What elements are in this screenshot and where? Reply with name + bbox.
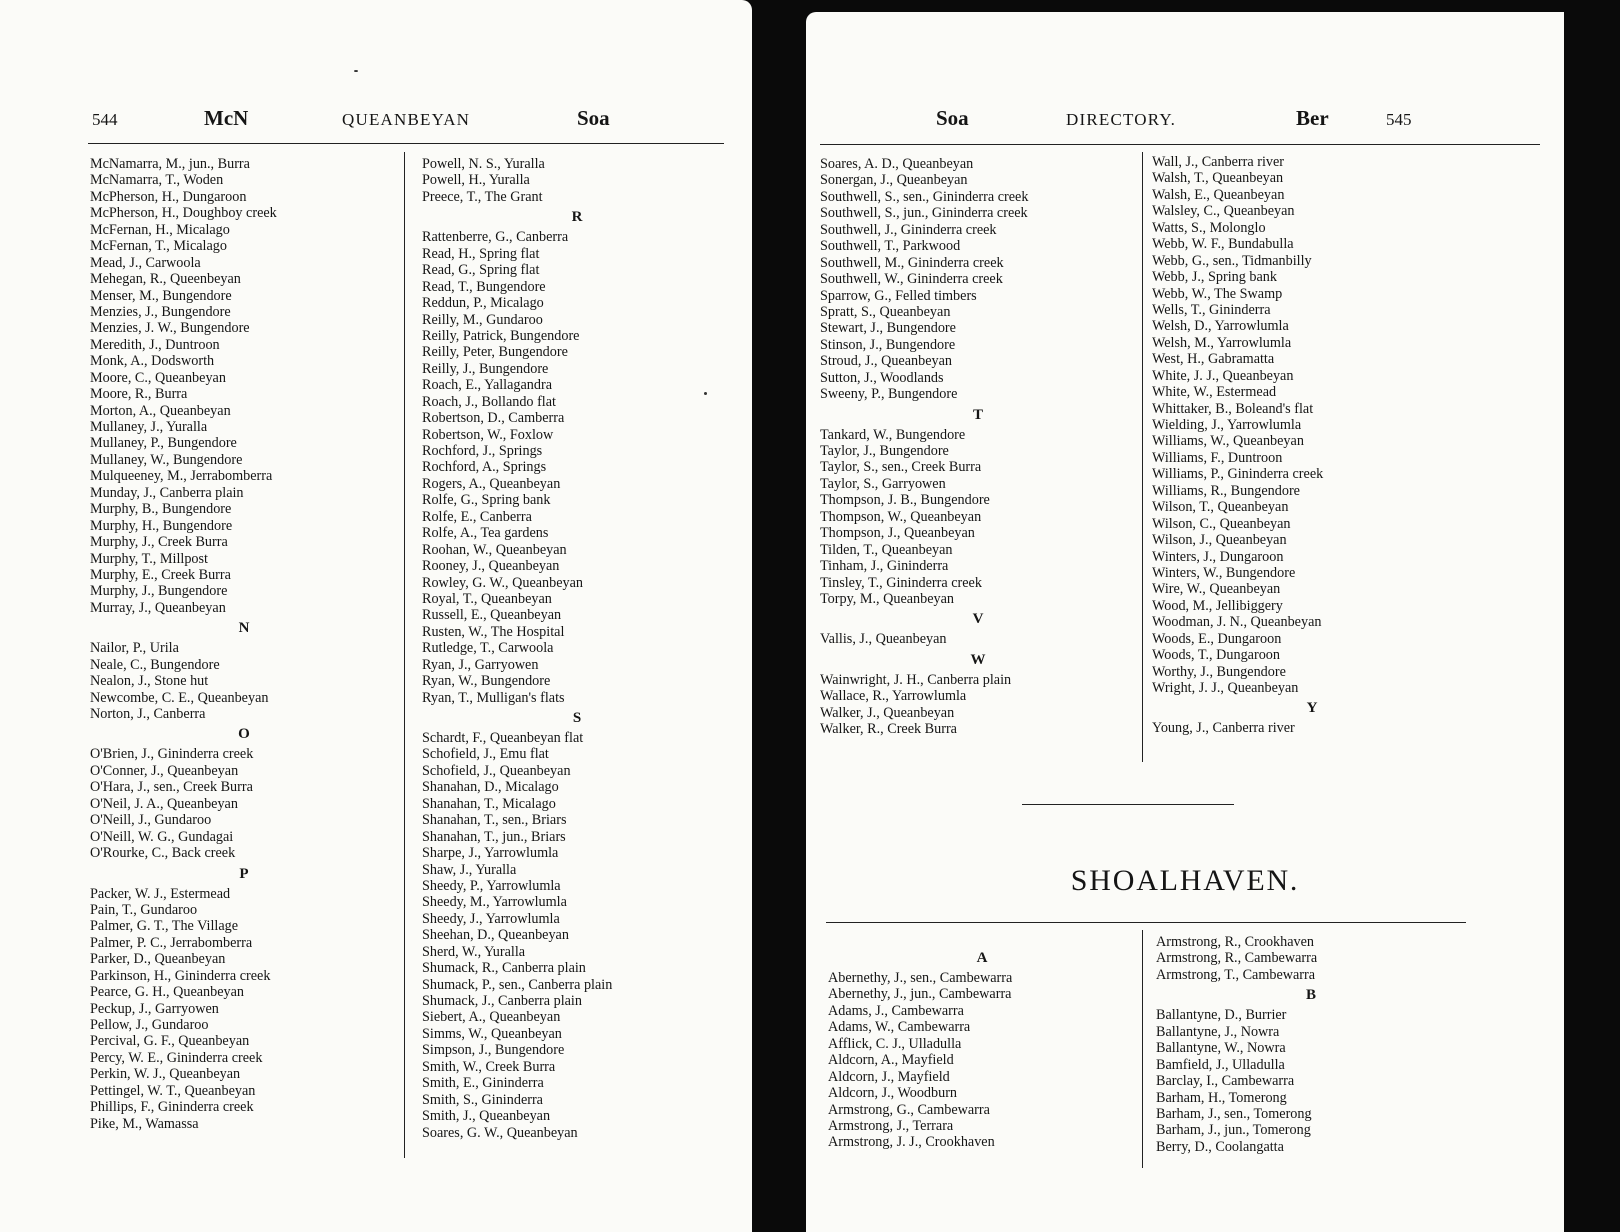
directory-entry: McPherson, H., Dungaroon — [90, 188, 247, 205]
directory-entry: Woods, E., Dungaroon — [1152, 630, 1282, 647]
directory-entry: Armstrong, J., Terrara — [828, 1117, 954, 1134]
directory-entry: Williams, W., Queanbeyan — [1152, 433, 1304, 450]
directory-entry: Sutton, J., Woodlands — [820, 369, 944, 386]
directory-entry: Murphy, H., Bungendore — [90, 517, 233, 534]
directory-entry: Berry, D., Coolangatta — [1156, 1138, 1284, 1155]
directory-entry: Ryan, J., Garryowen — [422, 656, 539, 673]
directory-entry: Munday, J., Canberra plain — [90, 484, 244, 501]
directory-entry: Worthy, J., Bungendore — [1152, 663, 1286, 680]
directory-entry: Shumack, P., sen., Canberra plain — [422, 976, 613, 993]
directory-entry: Woodman, J. N., Queanbeyan — [1152, 614, 1322, 631]
directory-entry: Mullaney, P., Bungendore — [90, 435, 237, 452]
header-rule — [88, 143, 724, 144]
directory-entry: Welsh, D., Yarrowlumla — [1152, 318, 1289, 335]
directory-entry: Shumack, J., Canberra plain — [422, 993, 582, 1009]
directory-entry: Sharpe, J., Yarrowlumla — [422, 845, 559, 862]
directory-entry: Schardt, F., Queanbeyan flat — [422, 730, 584, 746]
directory-entry: Pettingel, W. T., Queanbeyan — [90, 1082, 256, 1099]
directory-entry: Reilly, J., Bungendore — [422, 360, 549, 377]
directory-entry: Norton, J., Canberra — [90, 706, 206, 722]
directory-entry: Adams, J., Cambewarra — [828, 1002, 964, 1019]
directory-entry: Williams, P., Gininderra creek — [1152, 466, 1324, 483]
directory-entry: Read, H., Spring flat — [422, 245, 540, 262]
directory-entry: Taylor, S., sen., Creek Burra — [820, 459, 982, 476]
directory-entry: Southwell, W., Gininderra creek — [820, 271, 1003, 288]
directory-entry: Winters, W., Bungendore — [1152, 564, 1296, 581]
directory-entry: Mullaney, J., Yuralla — [90, 419, 208, 435]
directory-entry: Roohan, W., Queanbeyan — [422, 541, 567, 558]
directory-entry: Peckup, J., Garryowen — [90, 1000, 219, 1017]
directory-entry: Sherd, W., Yuralla — [422, 943, 526, 960]
directory-entry: Ryan, W., Bungendore — [422, 673, 551, 690]
directory-entry: Stinson, J., Bungendore — [820, 336, 956, 353]
left-page-header — [92, 106, 722, 132]
directory-entry: Torpy, M., Queanbeyan — [820, 590, 955, 607]
section-separator — [1022, 804, 1234, 805]
directory-entry: Palmer, G. T., The Village — [90, 918, 239, 935]
directory-entry: Pellow, J., Gundaroo — [90, 1017, 209, 1033]
directory-entry: Pike, M., Wamassa — [90, 1115, 199, 1132]
directory-entry: Reddun, P., Micalago — [422, 295, 544, 312]
directory-entry: Southwell, J., Gininderra creek — [820, 221, 997, 238]
directory-entry: Barham, J., jun., Tomerong — [1156, 1122, 1311, 1139]
section-letter: S — [572, 710, 582, 726]
directory-entry: Watts, S., Molonglo — [1152, 219, 1266, 236]
directory-entry: Russell, E., Queanbeyan — [422, 607, 562, 624]
directory-entry: Abernethy, J., jun., Cambewarra — [828, 986, 1012, 1003]
directory-entry: Pearce, G. H., Queanbeyan — [90, 984, 245, 1001]
directory-entry: Robertson, D., Camberra — [422, 410, 565, 427]
directory-entry: McNamarra, M., jun., Burra — [90, 156, 250, 172]
directory-entry: Rusten, W., The Hospital — [422, 623, 565, 640]
section-letter: B — [1305, 987, 1316, 1004]
directory-entry: Moore, C., Queanbeyan — [90, 369, 226, 386]
directory-entry: Murphy, B., Bungendore — [90, 501, 232, 518]
directory-entry: Taylor, J., Bungendore — [820, 443, 949, 459]
directory-entry: O'Neill, W. G., Gundagai — [90, 828, 234, 845]
directory-entry: Nealon, J., Stone hut — [90, 673, 209, 690]
directory-entry: McPherson, H., Doughboy creek — [90, 205, 277, 222]
directory-entry: O'Rourke, C., Back creek — [90, 845, 236, 862]
directory-entry: Shaw, J., Yuralla — [422, 861, 517, 878]
directory-entry: Mehegan, R., Queenbeyan — [90, 271, 241, 288]
directory-entry: Sheedy, J., Yarrowlumla — [422, 910, 560, 927]
directory-entry: Murphy, E., Creek Burra — [90, 566, 231, 583]
directory-entry: Armstrong, J. J., Crookhaven — [828, 1134, 995, 1151]
directory-entry: Armstrong, T., Cambewarra — [1156, 966, 1316, 983]
shoalhaven-column-1 — [828, 946, 1136, 1151]
directory-entry: Rooney, J., Queanbeyan — [422, 558, 560, 575]
directory-entry: Murphy, J., Bungendore — [90, 583, 228, 600]
directory-entry: Sheedy, M., Yarrowlumla — [422, 894, 567, 911]
directory-entry: Vallis, J., Queanbeyan — [820, 631, 947, 648]
directory-entry: O'Neill, J., Gundaroo — [90, 812, 212, 829]
directory-entry: Menzies, J. W., Bungendore — [90, 320, 250, 337]
directory-column-left-1 — [90, 156, 398, 1132]
directory-entry: Menser, M., Bungendore — [90, 287, 232, 304]
directory-entry: McFernan, T., Micalago — [90, 238, 227, 255]
directory-entry: Armstrong, G., Cambewarra — [828, 1101, 990, 1118]
directory-entry: Williams, F., Duntroon — [1152, 449, 1283, 466]
directory-entry: Webb, W. F., Bundabulla — [1152, 236, 1294, 253]
directory-entry: O'Conner, J., Queanbeyan — [90, 762, 239, 779]
directory-entry: O'Neil, J. A., Queanbeyan — [90, 795, 238, 812]
directory-entry: Preece, T., The Grant — [422, 188, 543, 205]
running-head-center: DIRECTORY. — [1066, 110, 1177, 129]
directory-entry: Murphy, J., Creek Burra — [90, 534, 228, 551]
directory-entry: Mead, J., Carwoola — [90, 254, 201, 271]
directory-entry: Percival, G. F., Queanbeyan — [90, 1033, 250, 1050]
directory-entry: Simpson, J., Bungendore — [422, 1042, 565, 1059]
directory-entry: Rutledge, T., Carwoola — [422, 640, 554, 657]
directory-entry: Shanahan, T., sen., Briars — [422, 812, 567, 829]
directory-entry: Murphy, T., Millpost — [90, 550, 208, 567]
directory-entry: Whittaker, B., Boleand's flat — [1152, 400, 1314, 417]
section-rule — [826, 922, 1466, 923]
directory-entry: Thompson, J. B., Bungendore — [820, 492, 990, 509]
directory-entry: Powell, N. S., Yuralla — [422, 156, 545, 172]
directory-entry: Reilly, Peter, Bungendore — [422, 344, 568, 361]
directory-entry: Afflick, C. J., Ulladulla — [828, 1035, 962, 1052]
directory-entry: Stroud, J., Queanbeyan — [820, 353, 952, 370]
section-letter: R — [571, 209, 583, 226]
directory-entry: Percy, W. E., Gininderra creek — [90, 1049, 263, 1066]
section-letter: T — [972, 406, 983, 423]
directory-entry: Newcombe, C. E., Queanbeyan — [90, 689, 269, 706]
directory-entry: Aldcorn, J., Mayfield — [828, 1068, 950, 1085]
directory-entry: Royal, T., Queanbeyan — [422, 590, 552, 607]
directory-entry: Wilson, T., Queanbeyan — [1152, 499, 1289, 516]
directory-entry: Sweeny, P., Bungendore — [820, 386, 958, 403]
directory-entry: Roach, J., Bollando flat — [422, 393, 556, 410]
directory-entry: O'Hara, J., sen., Creek Burra — [90, 779, 253, 796]
directory-entry: Mulqueeney, M., Jerrabomberra — [90, 468, 273, 485]
section-letter: W — [970, 651, 986, 668]
directory-entry: Ryan, T., Mulligan's flats — [422, 689, 565, 706]
directory-entry: Wallace, R., Yarrowlumla — [820, 688, 967, 705]
directory-entry: Williams, R., Bungendore — [1152, 482, 1300, 499]
directory-entry: Walsley, C., Queanbeyan — [1152, 203, 1295, 220]
directory-entry: Wainwright, J. H., Canberra plain — [820, 671, 1012, 688]
directory-column-right-2 — [1152, 154, 1472, 737]
section-title: SHOALHAVEN. — [1070, 864, 1300, 897]
directory-entry: Armstrong, R., Crookhaven — [1156, 934, 1315, 950]
directory-entry: Shanahan, T., jun., Briars — [422, 828, 566, 845]
directory-entry: Packer, W. J., Estermead — [90, 885, 231, 902]
page-number: 544 — [92, 110, 118, 129]
directory-entry: Smith, S., Gininderra — [422, 1091, 543, 1108]
directory-entry: Morton, A., Queanbeyan — [90, 402, 231, 419]
section-letter: A — [976, 950, 988, 966]
directory-entry: Rochford, J., Springs — [422, 443, 543, 459]
column-divider — [1142, 930, 1143, 1168]
directory-entry: Parkinson, H., Gininderra creek — [90, 967, 271, 984]
directory-entry: Adams, W., Cambewarra — [828, 1019, 971, 1036]
directory-entry: Schofield, J., Queanbeyan — [422, 762, 571, 779]
directory-entry: Barham, J., sen., Tomerong — [1156, 1105, 1312, 1122]
directory-entry: Nailor, P., Urila — [90, 640, 179, 657]
directory-entry: Mullaney, W., Bungendore — [90, 451, 243, 468]
left-page — [0, 0, 752, 1232]
directory-entry: Wells, T., Gininderra — [1152, 301, 1271, 318]
directory-entry: Wilson, C., Queanbeyan — [1152, 515, 1291, 532]
section-letter: V — [972, 611, 984, 628]
shoalhaven-column-2 — [1156, 934, 1466, 1155]
directory-entry: Wright, J. J., Queanbeyan — [1152, 680, 1299, 696]
directory-entry: Pain, T., Gundaroo — [90, 901, 198, 918]
directory-entry: Southwell, T., Parkwood — [820, 238, 961, 255]
header-rule — [820, 144, 1540, 145]
running-head-right: Soa — [577, 106, 610, 130]
directory-entry: Armstrong, R., Cambewarra — [1156, 950, 1318, 967]
directory-entry: Tankard, W., Bungendore — [820, 426, 966, 443]
directory-entry: Webb, G., sen., Tidmanbilly — [1152, 252, 1312, 269]
directory-entry: Murray, J., Queanbeyan — [90, 599, 226, 616]
directory-entry: Spratt, S., Queanbeyan — [820, 303, 951, 320]
directory-entry: Monk, A., Dodsworth — [90, 353, 215, 370]
directory-entry: Webb, W., The Swamp — [1152, 285, 1283, 302]
directory-entry: Neale, C., Bungendore — [90, 656, 220, 673]
directory-entry: Barclay, I., Cambewarra — [1156, 1073, 1295, 1090]
directory-entry: Reilly, Patrick, Bungendore — [422, 327, 580, 344]
directory-entry: Menzies, J., Bungendore — [90, 303, 231, 320]
directory-entry: Sparrow, G., Felled timbers — [820, 287, 977, 304]
right-page — [806, 12, 1564, 1232]
directory-entry: Reilly, M., Gundaroo — [422, 311, 543, 328]
directory-entry: Tinham, J., Gininderra — [820, 558, 949, 575]
running-head-left: Soa — [936, 106, 969, 130]
directory-entry: Wall, J., Canberra river — [1152, 154, 1285, 170]
directory-entry: Abernethy, J., sen., Cambewarra — [828, 970, 1013, 986]
directory-entry: Phillips, F., Gininderra creek — [90, 1099, 254, 1116]
directory-entry: Southwell, M., Gininderra creek — [820, 254, 1004, 271]
directory-entry: Read, T., Bungendore — [422, 278, 546, 295]
directory-entry: Moore, R., Burra — [90, 386, 188, 403]
directory-entry: Roach, E., Yallagandra — [422, 377, 553, 394]
directory-entry: Rolfe, G., Spring bank — [422, 492, 551, 509]
directory-entry: Robertson, W., Foxlow — [422, 426, 554, 443]
directory-entry: Read, G., Spring flat — [422, 262, 540, 279]
directory-entry: Tinsley, T., Gininderra creek — [820, 574, 982, 591]
directory-entry: Siebert, A., Queanbeyan — [422, 1009, 561, 1026]
directory-entry: Sonergan, J., Queanbeyan — [820, 172, 968, 189]
running-head-left: McN — [204, 106, 249, 130]
directory-entry: Rogers, A., Queanbeyan — [422, 475, 561, 492]
directory-entry: Walsh, T., Queanbeyan — [1152, 170, 1284, 187]
section-letter: N — [238, 620, 250, 637]
directory-entry: Shanahan, T., Micalago — [422, 795, 556, 812]
directory-entry: McNamarra, T., Woden — [90, 172, 224, 189]
column-divider — [1142, 152, 1143, 762]
directory-entry: Aldcorn, A., Mayfield — [828, 1052, 954, 1069]
column-divider — [404, 152, 405, 1158]
directory-entry: West, H., Gabramatta — [1152, 351, 1275, 368]
directory-entry: Rolfe, E., Canberra — [422, 508, 532, 525]
directory-entry: O'Brien, J., Gininderra creek — [90, 746, 254, 763]
directory-entry: Smith, E., Gininderra — [422, 1075, 544, 1092]
directory-entry: Thompson, J., Queanbeyan — [820, 525, 975, 542]
directory-entry: Soares, G. W., Queanbeyan — [422, 1124, 578, 1141]
section-letter: P — [239, 865, 249, 882]
directory-entry: Parker, D., Queanbeyan — [90, 951, 226, 968]
directory-entry: Ballantyne, D., Burrier — [1156, 1007, 1287, 1024]
directory-column-right-1 — [820, 156, 1136, 738]
right-page-header — [936, 106, 1536, 132]
directory-entry: Rowley, G. W., Queanbeyan — [422, 574, 584, 591]
running-head-right: Ber — [1296, 106, 1329, 130]
directory-entry: Barham, H., Tomerong — [1156, 1089, 1287, 1106]
directory-entry: Young, J., Canberra river — [1152, 720, 1295, 737]
directory-entry: Webb, J., Spring bank — [1152, 269, 1277, 286]
directory-entry: Aldcorn, J., Woodburn — [828, 1085, 958, 1102]
directory-entry: Ballantyne, J., Nowra — [1156, 1023, 1280, 1040]
directory-entry: Schofield, J., Emu flat — [422, 746, 549, 763]
directory-entry: Taylor, S., Garryowen — [820, 475, 946, 492]
directory-entry: Palmer, P. C., Jerrabomberra — [90, 934, 253, 951]
section-letter: Y — [1306, 700, 1318, 717]
directory-entry: Thompson, W., Queanbeyan — [820, 508, 982, 525]
directory-entry: Soares, A. D., Queanbeyan — [820, 156, 974, 172]
directory-entry: Walker, J., Queanbeyan — [820, 704, 955, 721]
directory-entry: Smith, W., Creek Burra — [422, 1058, 556, 1075]
directory-entry: Walsh, E., Queanbeyan — [1152, 186, 1285, 203]
directory-entry: Shanahan, D., Micalago — [422, 779, 559, 796]
ink-speck — [354, 70, 358, 72]
directory-entry: Smith, J., Queanbeyan — [422, 1108, 551, 1125]
directory-entry: Rolfe, A., Tea gardens — [422, 525, 549, 542]
directory-entry: McFernan, H., Micalago — [90, 221, 230, 238]
directory-entry: Perkin, W. J., Queanbeyan — [90, 1066, 241, 1083]
section-letter: O — [238, 726, 250, 743]
directory-entry: Ballantyne, W., Nowra — [1156, 1040, 1286, 1057]
directory-entry: Simms, W., Queanbeyan — [422, 1025, 562, 1042]
directory-entry: Wilson, J., Queanbeyan — [1152, 532, 1287, 549]
directory-entry: Meredith, J., Duntroon — [90, 336, 220, 353]
ink-speck — [704, 392, 707, 395]
directory-entry: Walker, R., Creek Burra — [820, 721, 957, 738]
directory-entry: Wood, M., Jellibiggery — [1152, 597, 1283, 614]
directory-entry: Tilden, T., Queanbeyan — [820, 541, 953, 558]
directory-entry: Powell, H., Yuralla — [422, 172, 530, 189]
directory-entry: Rattenberre, G., Canberra — [422, 229, 569, 246]
directory-entry: Bamfield, J., Ulladulla — [1156, 1056, 1285, 1073]
directory-entry: Sheedy, P., Yarrowlumla — [422, 877, 561, 894]
running-head-center: QUEANBEYAN — [342, 110, 471, 129]
directory-entry: Shumack, R., Canberra plain — [422, 960, 586, 977]
directory-entry: Rochford, A., Springs — [422, 459, 547, 476]
directory-entry: Sheehan, D., Queanbeyan — [422, 927, 569, 944]
directory-entry: Stewart, J., Bungendore — [820, 320, 956, 337]
directory-entry: Woods, T., Dungaroon — [1152, 647, 1280, 664]
directory-entry: Welsh, M., Yarrowlumla — [1152, 334, 1292, 351]
page-number: 545 — [1386, 110, 1412, 129]
directory-column-left-2 — [422, 156, 732, 1141]
directory-entry: Wielding, J., Yarrowlumla — [1152, 417, 1302, 433]
directory-entry: White, J. J., Queanbeyan — [1152, 367, 1294, 384]
directory-entry: Wire, W., Queanbeyan — [1152, 581, 1281, 598]
directory-entry: Southwell, S., sen., Gininderra creek — [820, 188, 1029, 205]
directory-entry: White, W., Estermead — [1152, 384, 1277, 401]
directory-entry: Southwell, S., jun., Gininderra creek — [820, 205, 1028, 222]
directory-entry: Winters, J., Dungaroon — [1152, 548, 1284, 565]
